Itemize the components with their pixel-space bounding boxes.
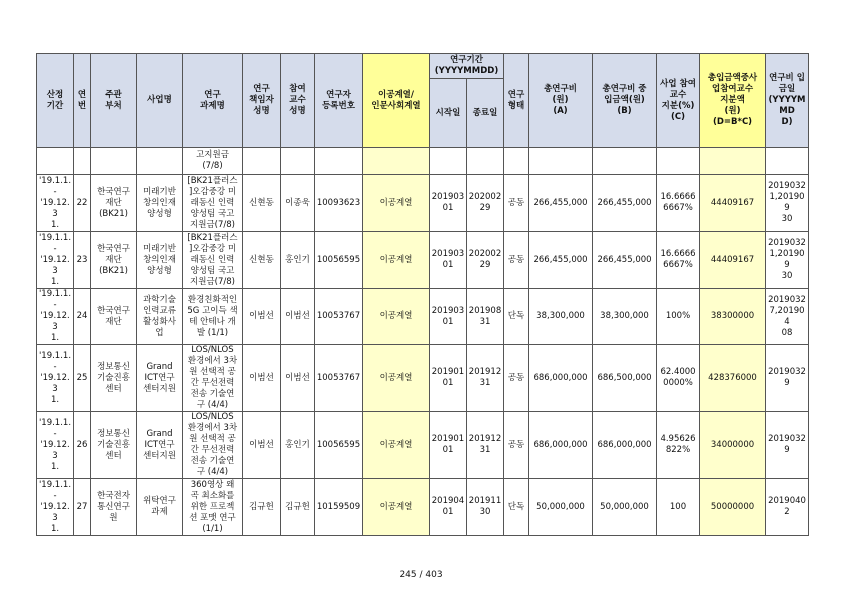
cell-pi: 신현동 (243, 232, 281, 289)
cell-field: 이공계열 (363, 345, 430, 412)
cell-received: 686,000,000 (593, 412, 657, 479)
cell-field: 이공계열 (363, 175, 430, 232)
cell-program: 위탁연구 과제 (137, 479, 183, 536)
cell-program: Grand ICT연구 센터지원 (137, 345, 183, 412)
cell-ministry: 한국전자 통신연구 원 (91, 479, 137, 536)
table-row (37, 479, 809, 536)
cell-deposit-share: 50000000 (700, 479, 766, 536)
cell-ministry: 한국연구 재단 (91, 289, 137, 345)
cell-ministry: 정보통신 기술진흥 센터 (91, 412, 137, 479)
cell-type: 공동 (504, 175, 529, 232)
cell-project: 고지원금 (7/8) (183, 148, 243, 175)
cell-field: 이공계열 (363, 412, 430, 479)
cell-type (504, 148, 529, 175)
cell-deposit-share: 428376000 (700, 345, 766, 412)
header-period: 산정 기간 (37, 54, 74, 148)
cell-researcher-id: 10159509 (315, 479, 363, 536)
header-start: 시작일 (430, 79, 467, 148)
cell-share: 100 (657, 479, 700, 536)
cell-type: 공동 (504, 412, 529, 479)
cell-period: '19.1.1.- '19.12.3 1. (37, 479, 74, 536)
cell-share: 16.6666 6667% (657, 175, 700, 232)
cell-project: LOS/NLOS 환경에서 3차 원 선택적 공 간 무선전력 전송 기술연 구 (4/4) (183, 412, 243, 479)
cell-period: '19.1.1.- '19.12.3 1. (37, 289, 74, 345)
cell-deposit-date: 2019032 1,201909 30 (766, 175, 809, 232)
cell-start: 201903 01 (430, 232, 467, 289)
header-type: 연구 형태 (504, 54, 529, 148)
header-researcher-id: 연구자 등록번호 (315, 54, 363, 148)
cell-deposit-date: 2019032 9 (766, 412, 809, 479)
cell-pi: 이범선 (243, 412, 281, 479)
cell-end: 201908 31 (467, 289, 504, 345)
cell-start: 201903 01 (430, 175, 467, 232)
cell-end: 202002 29 (467, 232, 504, 289)
cell-deposit-date: 2019040 2 (766, 479, 809, 536)
cell-start (430, 148, 467, 175)
cell-deposit-date (766, 148, 809, 175)
header-field: 이공계열/ 인문사회계열 (363, 54, 430, 148)
cell-period (37, 148, 74, 175)
cell-total: 686,000,000 (529, 345, 593, 412)
cell-deposit-date: 2019032 1,201909 30 (766, 232, 809, 289)
cell-pi (243, 148, 281, 175)
cell-total: 266,455,000 (529, 175, 593, 232)
cell-pi: 신현동 (243, 175, 281, 232)
table-row (37, 232, 809, 289)
cell-program: 미래기반 창의인재 양성형 (137, 232, 183, 289)
cell-project: [BK21플러스 ]오감중강 미 래동신 인력 양성팀 국고 지원금(7/8) (183, 175, 243, 232)
cell-period: '19.1.1.- '19.12.3 1. (37, 345, 74, 412)
cell-no (74, 148, 91, 175)
header-pi: 연구 책임자 성명 (243, 54, 281, 148)
cell-start: 201901 01 (430, 412, 467, 479)
cell-total: 38,300,000 (529, 289, 593, 345)
table-row (37, 345, 809, 412)
cell-received (593, 148, 657, 175)
cell-received: 686,500,000 (593, 345, 657, 412)
cell-pi: 이범선 (243, 289, 281, 345)
cell-period: '19.1.1.- '19.12.3 1. (37, 412, 74, 479)
header-program: 사업명 (137, 54, 183, 148)
cell-field: 이공계열 (363, 479, 430, 536)
cell-pi: 이범선 (243, 345, 281, 412)
cell-received: 266,455,000 (593, 175, 657, 232)
cell-type: 단독 (504, 289, 529, 345)
cell-total (529, 148, 593, 175)
cell-deposit-share: 44409167 (700, 175, 766, 232)
cell-no: 26 (74, 412, 91, 479)
cell-project: 환경친화적인 5G 고이득 색 테 안테나 개 발 (1/1) (183, 289, 243, 345)
cell-participant: 이종욱 (281, 175, 315, 232)
cell-no: 22 (74, 175, 91, 232)
cell-end: 201911 30 (467, 479, 504, 536)
header-end: 종료일 (467, 79, 504, 148)
cell-share (657, 148, 700, 175)
cell-total: 266,455,000 (529, 232, 593, 289)
cell-type: 공동 (504, 232, 529, 289)
cell-start: 201903 01 (430, 289, 467, 345)
cell-program: 과학기술 인력교류 활성화사 업 (137, 289, 183, 345)
cell-program: Grand ICT연구 센터지원 (137, 412, 183, 479)
header-deposit-share: 총입금액중사 업참여교수 지분액 (원) (D=B*C) (700, 54, 766, 148)
cell-end: 201912 31 (467, 345, 504, 412)
table-row (37, 175, 809, 232)
header-total: 총연구비 (원) (A) (529, 54, 593, 148)
cell-no: 27 (74, 479, 91, 536)
cell-participant: 김규헌 (281, 479, 315, 536)
cell-no: 25 (74, 345, 91, 412)
cell-type: 단독 (504, 479, 529, 536)
cell-end: 202002 29 (467, 175, 504, 232)
cell-field: 이공계열 (363, 289, 430, 345)
table-row (37, 289, 809, 345)
cell-ministry: 한국연구 재단 (BK21) (91, 232, 137, 289)
cell-period: '19.1.1.- '19.12.3 1. (37, 175, 74, 232)
cell-no: 24 (74, 289, 91, 345)
cell-deposit-share: 34000000 (700, 412, 766, 479)
cell-project: 360영상 왜 곡 최소화를 위한 프로젝 션 포맷 연구 (1/1) (183, 479, 243, 536)
cell-researcher-id: 10056595 (315, 232, 363, 289)
cell-participant: 홍인기 (281, 232, 315, 289)
cell-deposit-share: 44409167 (700, 232, 766, 289)
cell-total: 50,000,000 (529, 479, 593, 536)
table-row (37, 148, 809, 175)
cell-program: 미래기반 창의인재 양성형 (137, 175, 183, 232)
header-deposit-date: 연구비 입 금일 (YYYYMMD D) (766, 54, 809, 148)
cell-total: 686,000,000 (529, 412, 593, 479)
table-body (37, 148, 809, 536)
cell-ministry: 정보통신 기술진흥 센터 (91, 345, 137, 412)
cell-received: 266,455,000 (593, 232, 657, 289)
research-funding-table (36, 53, 809, 536)
cell-deposit-share: 38300000 (700, 289, 766, 345)
table-row (37, 412, 809, 479)
cell-end: 201912 31 (467, 412, 504, 479)
cell-share: 4.95626 822% (657, 412, 700, 479)
cell-project: [BK21플러스 ]오감중강 미 래동신 인력 양성팀 국고 지원금(7/8) (183, 232, 243, 289)
header-participant: 참여 교수 성명 (281, 54, 315, 148)
cell-researcher-id (315, 148, 363, 175)
cell-end (467, 148, 504, 175)
header-research-period: 연구기간 (YYYYMMDD) (430, 54, 504, 79)
header-ministry: 주관 부처 (91, 54, 137, 148)
cell-researcher-id: 10053767 (315, 345, 363, 412)
cell-received: 50,000,000 (593, 479, 657, 536)
cell-deposit-date: 2019032 9 (766, 345, 809, 412)
cell-researcher-id: 10056595 (315, 412, 363, 479)
cell-pi: 김규헌 (243, 479, 281, 536)
cell-participant: 이범선 (281, 345, 315, 412)
cell-share: 16.6666 6667% (657, 232, 700, 289)
header-no: 연 번 (74, 54, 91, 148)
cell-participant (281, 148, 315, 175)
cell-field (363, 148, 430, 175)
cell-type: 공동 (504, 345, 529, 412)
cell-start: 201901 01 (430, 345, 467, 412)
cell-period: '19.1.1.- '19.12.3 1. (37, 232, 74, 289)
cell-no: 23 (74, 232, 91, 289)
cell-share: 100% (657, 289, 700, 345)
cell-project: LOS/NLOS 환경에서 3차 원 선택적 공 간 무선전력 전송 기술연 구 (4/4) (183, 345, 243, 412)
cell-share: 62.4000 0000% (657, 345, 700, 412)
cell-participant: 홍인기 (281, 412, 315, 479)
cell-field: 이공계열 (363, 232, 430, 289)
page-number: 245 / 403 (399, 570, 443, 580)
cell-ministry (91, 148, 137, 175)
cell-start: 201904 01 (430, 479, 467, 536)
cell-deposit-date: 2019032 7,201904 08 (766, 289, 809, 345)
cell-received: 38,300,000 (593, 289, 657, 345)
cell-deposit-share (700, 148, 766, 175)
cell-participant: 이범선 (281, 289, 315, 345)
cell-researcher-id: 10053767 (315, 289, 363, 345)
cell-researcher-id: 10093623 (315, 175, 363, 232)
header-share: 사업 참여 교수 지분(%) (C) (657, 54, 700, 148)
cell-program (137, 148, 183, 175)
cell-ministry: 한국연구 재단 (BK21) (91, 175, 137, 232)
header-received: 총연구비 중 입금액(원) (B) (593, 54, 657, 148)
header-project: 연구 과제명 (183, 54, 243, 148)
